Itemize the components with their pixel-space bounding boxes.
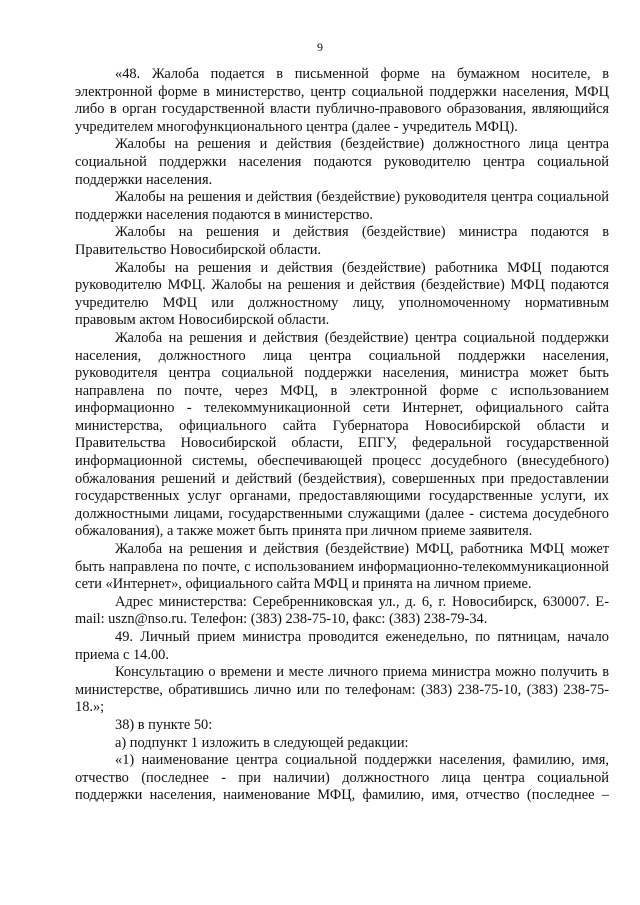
paragraph: 49. Личный прием министра проводится еженедельно, по пятницам, начало приема с 14.00. bbox=[75, 629, 609, 663]
paragraph: Жалобы на решения и действия (бездействие) работника МФЦ подаются руководителю МФЦ. Жалобы на решения и действия (бездействие) МФЦ подаются учредителю МФЦ или должностному лицу, уполномоченному нормативным правовым актом Новосибирской области. bbox=[75, 259, 609, 329]
document-text bbox=[75, 66, 609, 805]
paragraph: 38) в пункте 50: bbox=[115, 716, 213, 733]
paragraph: Жалоба на решения и действия (бездействие) центра социальной поддержки населения, должностного лица центра социальной поддержки населения, руководителя центра социальной поддержки населения, министра может быть направлена по почте, через МФЦ, в электронной форме с использованием информационно - телекоммуникационной сети Интернет, официального сайта министерства, официального сайта Губернатора Новосибирской области и Правительства Новосибирской области, ЕПГУ, федеральной государственной информационной системы, обеспечивающей процесс досудебного (внесудебного) обжалования решений и действий (бездействия), совершенных при предоставлении государственных услуг органами, предоставляющими государственные услуги, их должностными лицами, государственными служащими (далее - система досудебного обжалования), а также может быть принята при личном приеме заявителя. bbox=[75, 329, 609, 540]
paragraph: Консультацию о времени и месте личного приема министра можно получить в министерстве, обратившись лично или по телефонам: (383) 238-75-10, (383) 238-75-18.»; bbox=[75, 664, 609, 716]
paragraph: «1) наименование центра социальной поддержки населения, фамилию, имя, отчество (последнее - при наличии) должностного лица центра социальной поддержки населения, наименование МФЦ, фамилию, имя, отчество (последнее – bbox=[75, 752, 609, 804]
paragraph: Жалобы на решения и действия (бездействие) руководителя центра социальной поддержки населения подаются в министерство. bbox=[75, 189, 609, 223]
paragraph: а) подпункт 1 изложить в следующей редакции: bbox=[115, 734, 409, 751]
paragraph: «48. Жалоба подается в письменной форме на бумажном носителе, в электронной форме в министерство, центр социальной поддержки населения, МФЦ либо в орган государственной власти публично-правового образования, являющийся учредителем многофункционального центра (далее - учредитель МФЦ). bbox=[75, 66, 609, 135]
paragraph: Жалоба на решения и действия (бездействие) МФЦ, работника МФЦ может быть направлена по почте, с использованием информационно-телекоммуникационной сети «Интернет», официального сайта МФЦ и принята на личном приеме. bbox=[75, 541, 609, 593]
paragraph: Жалобы на решения и действия (бездействие) должностного лица центра социальной поддержки населения подаются руководителю центра социальной поддержки населения. bbox=[75, 136, 609, 188]
paragraph: Жалобы на решения и действия (бездействие) министра подаются в Правительство Новосибирской области. bbox=[75, 224, 609, 258]
paragraph: Адрес министерства: Серебренниковская ул., д. 6, г. Новосибирск, 630007. E-mail: uszn@nso.ru. Телефон: (383) 238-75-10, факс: (383) 238-79-34. bbox=[75, 593, 609, 628]
page-number: 9 bbox=[317, 40, 323, 54]
